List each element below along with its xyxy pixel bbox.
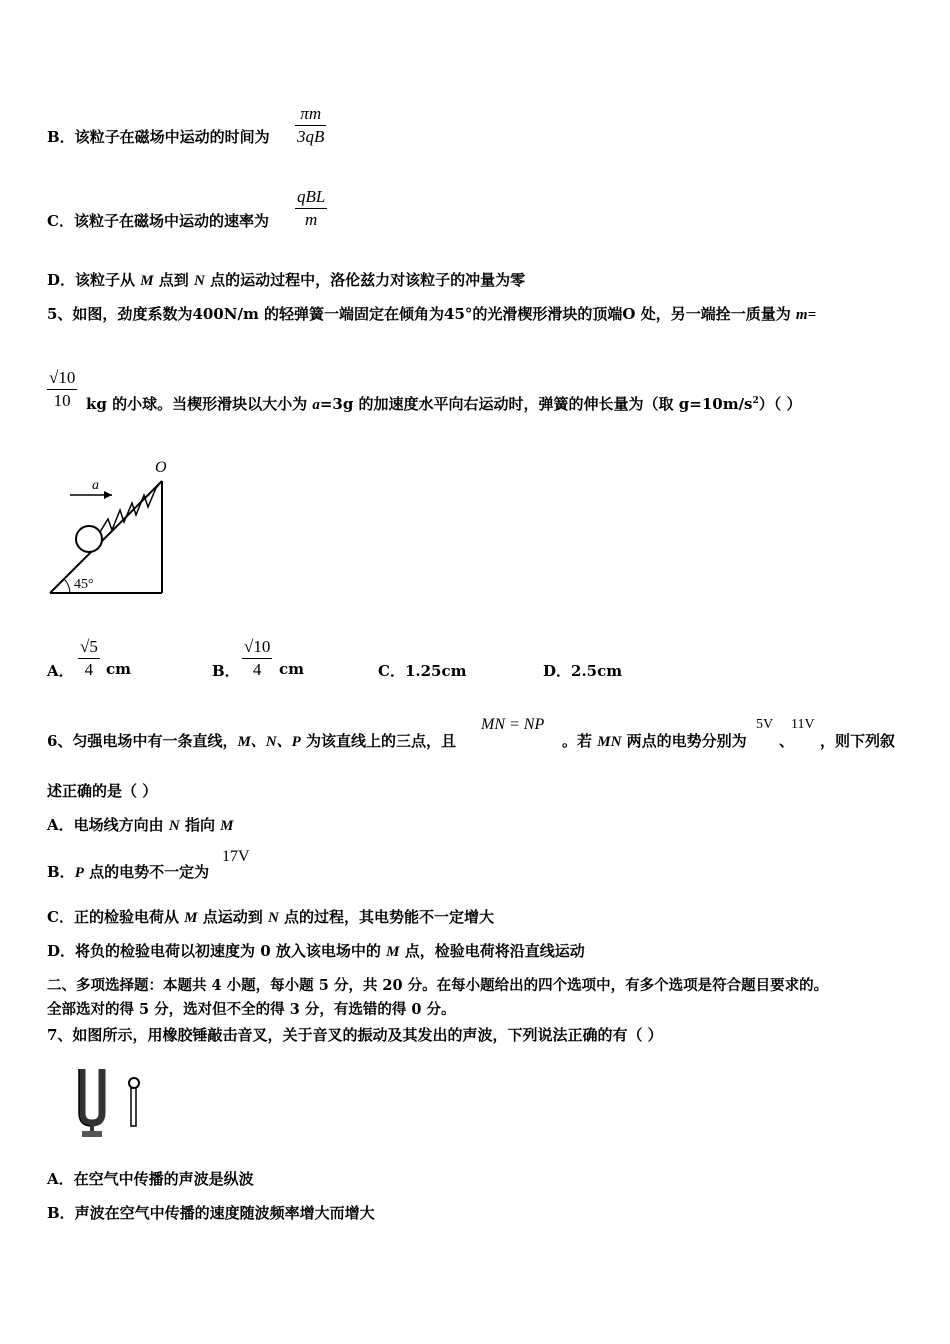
q4-option-d (47, 270, 525, 291)
text: 点的过程，其电势能不一定增大 (278, 908, 495, 926)
var-a: a (312, 397, 320, 413)
q6-potential-1: 5V (756, 717, 774, 732)
fraction-numerator: √5 (80, 637, 98, 656)
q4-option-b-fraction (295, 104, 326, 147)
text: 点到 (153, 271, 195, 289)
q6-stem-line1 (47, 731, 456, 752)
text: 二、多项选择题：本题共 4 小题，每小题 5 分，共 20 分。在每小题给出的四个选项中，有多个选项是符合题目要求的。 (47, 977, 829, 994)
q7-stem (47, 1025, 663, 1045)
section-2-heading-line2 (47, 1000, 456, 1020)
q5-option-a-unit (106, 660, 131, 678)
var-n: N (267, 910, 279, 926)
q5-option-b (212, 660, 240, 681)
var-mn: MN (597, 734, 622, 750)
var-n: N (194, 273, 205, 289)
q4-option-c-text: C．该粒子在磁场中运动的速率为 (47, 212, 269, 230)
text: cm (279, 660, 305, 678)
var-m: M (184, 910, 198, 926)
text: ）（ ） (758, 395, 802, 413)
text: A．在空气中传播的声波是纵波 (47, 1170, 254, 1188)
q6-option-b-value: 17V (222, 848, 250, 865)
text: 、 (779, 732, 795, 750)
text: D．2.5cm (543, 662, 623, 680)
q6-equation: MN = NP (481, 716, 545, 733)
text: 述正确的是（ ） (47, 782, 158, 800)
q6-potential-2: 11V (791, 717, 815, 732)
q4-option-c (47, 211, 269, 231)
text: 。若 (562, 732, 598, 750)
q5-option-d (543, 660, 622, 681)
text: 6、匀强电场中有一条直线， (47, 732, 238, 750)
q7-option-b (47, 1203, 375, 1223)
text: B．声波在空气中传播的速度随波频率增大而增大 (47, 1204, 375, 1222)
q4-option-b (47, 127, 270, 147)
var-m: M (140, 273, 154, 289)
q6-stem-line1b (562, 731, 747, 752)
text: 点运动到 (197, 908, 268, 926)
fraction-denominator: 4 (252, 660, 262, 679)
q4-option-b-text: B．该粒子在磁场中运动的时间为 (47, 128, 270, 146)
fraction-denominator: m (305, 210, 318, 229)
var-n: N (168, 818, 180, 834)
q5-option-c (378, 660, 466, 681)
text: B． (47, 863, 75, 881)
angle-label: 45° (74, 577, 94, 592)
fraction-numerator: πm (300, 104, 322, 123)
q6-stem-line1c (820, 731, 895, 751)
var-mnp: M、N、P (237, 734, 301, 750)
superscript: 2 (752, 396, 759, 406)
fraction-numerator: √10 (49, 368, 76, 387)
q6-separator (779, 731, 794, 751)
text: =3g 的加速度水平向右运动时，弹簧的伸长量为（取 g=10m/s (319, 395, 753, 413)
text: ，则下列叙 (820, 732, 896, 750)
q5-option-a (47, 660, 74, 681)
section-2-heading-line1 (47, 976, 828, 996)
var-m: M (386, 944, 400, 960)
fraction-denominator: 10 (53, 391, 71, 410)
text: 点的运动过程中，洛伦兹力对该粒子的冲量为零 (204, 271, 526, 289)
q5-mass-fraction (47, 368, 77, 411)
text: 点的电势不一定为 (83, 863, 210, 881)
text: C．正的检验电荷从 (47, 908, 185, 926)
text: 全部选对的得 5 分，选对但不全的得 3 分，有选错的得 0 分。 (47, 1001, 456, 1018)
fraction-denominator: 4 (84, 660, 94, 679)
text: 7、如图所示，用橡胶锤敲击音叉，关于音叉的振动及其发出的声波，下列说法正确的有（ ） (47, 1026, 663, 1044)
fraction-numerator: √10 (244, 637, 271, 656)
var-m: M (220, 818, 234, 834)
q6-option-c (47, 907, 494, 928)
q5-wedge-figure (40, 450, 180, 600)
text: 指向 (179, 816, 221, 834)
q6-option-d (47, 941, 585, 962)
text: D．该粒子从 (47, 271, 141, 289)
text: A．电场线方向由 (47, 816, 169, 834)
q6-stem-line2 (47, 781, 157, 801)
text: kg 的小球。当楔形滑块以大小为 (86, 395, 313, 413)
q5-option-b-fraction (242, 637, 272, 680)
label-a: a (92, 478, 99, 493)
var-m: m= (795, 307, 817, 323)
text: cm (106, 660, 132, 678)
q7-option-a (47, 1169, 254, 1189)
var-p: P (74, 865, 84, 881)
q6-option-a (47, 815, 234, 836)
text: B． (212, 662, 240, 680)
text: 5、如图，劲度系数为400N/m 的轻弹簧一端固定在倾角为45°的光滑楔形滑块的顶端O 处，另一端拴一质量为 (47, 305, 796, 323)
text: 点，检验电荷将沿直线运动 (399, 942, 585, 960)
fraction-denominator: 3qB (297, 127, 325, 146)
fraction-numerator: qBL (297, 187, 326, 206)
q5-option-b-unit (279, 660, 304, 678)
q5-stem-line1 (47, 304, 816, 325)
q5-stem-line2 (86, 391, 802, 415)
text: A． (47, 662, 74, 680)
text: C．1.25cm (378, 662, 467, 680)
q5-option-a-fraction (78, 637, 100, 680)
label-o: O (155, 459, 167, 476)
q4-option-c-fraction (295, 187, 327, 230)
q6-option-b (47, 862, 209, 883)
text: 两点的电势分别为 (621, 732, 747, 750)
text: D．将负的检验电荷以初速度为 0 放入该电场中的 (47, 942, 387, 960)
tuning-fork-figure (70, 1065, 150, 1140)
text: 为该直线上的三点，且 (300, 732, 457, 750)
